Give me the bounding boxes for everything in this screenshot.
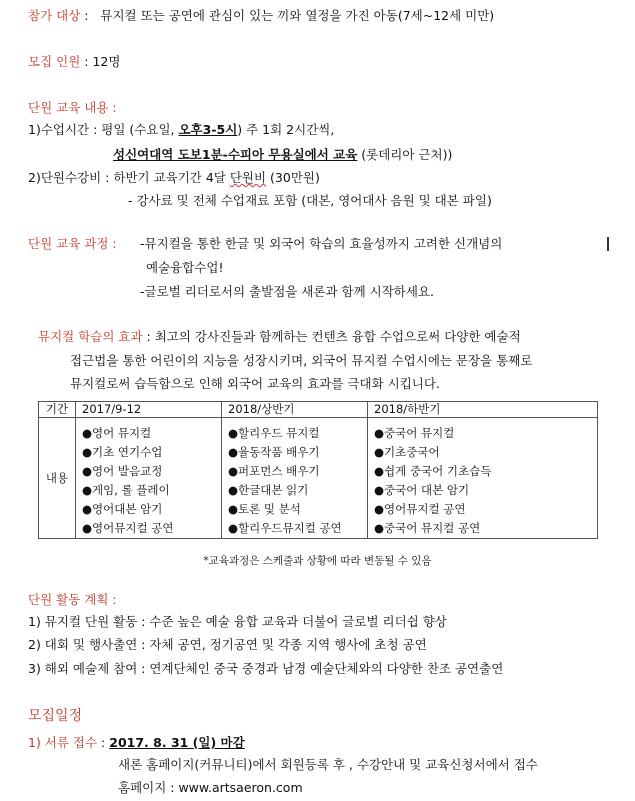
- location-line: 성신여대역 도보1분-수피아 무용실에서 교육 (롯데리아 근처)): [113, 147, 453, 162]
- header-period: 기간: [39, 402, 76, 418]
- list-item: ●쉽게 중국어 기초습득: [374, 464, 492, 478]
- fee-line: 2)단원수강비 : 하반기 교육기간 4달 단원비 (30만원): [28, 170, 320, 185]
- schedule-homepage: 홈페이지 : www.artsaeron.com: [118, 780, 303, 795]
- course-line1: -뮤지컬을 통한 한글 및 외국어 학습의 효율성까지 고려한 신개념의: [140, 236, 503, 251]
- table-header-row: [39, 402, 598, 418]
- activity-item: 1) 뮤지컬 단원 활동 : 수준 높은 예술 융합 교육과 더불어 글로벌 리더쉽 향상: [28, 614, 447, 629]
- activities-heading: 단원 활동 계획 :: [28, 592, 117, 607]
- activity-item: 3) 해외 예술제 참여 : 연계단체인 중국 중경과 남경 예술단체와의 다양한 찬조 공연출연: [28, 661, 504, 676]
- schedule-heading: 모집일정: [28, 708, 83, 724]
- row-label-content: 내용: [39, 418, 76, 539]
- education-heading: 단원 교육 내용 :: [28, 100, 117, 115]
- header-2018-second: 2018/하반기: [368, 402, 598, 418]
- target-label: 참가 대상: [28, 8, 81, 23]
- list-item: ●할리우드뮤지컬 공연: [228, 521, 342, 535]
- course-label: 단원 교육 과정 :: [28, 236, 117, 251]
- list-item: ●기초중국어: [374, 445, 440, 459]
- effect-label: 뮤지컬 학습의 효과: [38, 329, 143, 344]
- course-line3: -글로벌 리더로서의 출발점을 새론과 함께 시작하세요.: [140, 284, 435, 299]
- column-2018-second: [368, 418, 598, 539]
- list-item: ●영어 뮤지컬: [82, 426, 152, 440]
- recruit-line: 모집 인원 : 12명: [28, 54, 121, 69]
- list-item: ●게임, 롤 플레이: [82, 483, 170, 497]
- schedule-line2: 새론 홈페이지(커뮤니티)에서 회원등록 후 , 수강안내 및 교육신청서에서 접수: [118, 757, 538, 772]
- text-cursor: [607, 237, 609, 251]
- schedule-item: 1) 서류 접수 : 2017. 8. 31 (일) 마감: [28, 735, 245, 750]
- list-item: ●퍼포먼스 배우기: [228, 464, 320, 478]
- column-2017: [76, 418, 222, 539]
- target-text: 뮤지컬 또는 공연에 관심이 있는 끼와 열정을 가진 아동(7세~12세 미만): [100, 8, 495, 23]
- table-note: *교육과정은 스케줄과 상황에 따라 변동될 수 있음: [203, 555, 432, 567]
- curriculum-table: [38, 401, 598, 539]
- list-item: ●율동작품 배우기: [228, 445, 320, 459]
- class-time-line: 1)수업시간 : 평일 (수요일, 오후3-5시) 주 1회 2시간씩,: [28, 122, 335, 137]
- effect-line1: 뮤지컬 학습의 효과 : 최고의 강사진들과 함께하는 컨텐츠 융합 수업으로써 다양한 예술적: [38, 329, 521, 344]
- recruit-text: 12명: [92, 54, 121, 69]
- header-2018-first: 2018/상반기: [222, 402, 368, 418]
- list-item: ●중국어 대본 암기: [374, 483, 470, 497]
- schedule-deadline: 2017. 8. 31 (일) 마감: [109, 735, 245, 750]
- list-item: ●영어 발음교정: [82, 464, 163, 478]
- class-time-hours: 오후3-5시: [178, 122, 238, 137]
- location-main: 성신여대역 도보1분-수피아 무용실에서 교육: [113, 147, 358, 162]
- list-item: ●기초 연기수업: [82, 445, 163, 459]
- table-row: [39, 418, 598, 539]
- course-line2: 예술융합수업!: [146, 260, 224, 275]
- activity-item: 2) 대회 및 행사출연 : 자체 공연, 정기공연 및 각종 지역 행사에 초청 공연: [28, 637, 427, 652]
- effect-line3: 뮤지컬로써 습득함으로 인해 외국어 교육의 효과를 극대화 시킵니다.: [70, 376, 440, 391]
- target-line: 참가 대상 : 뮤지컬 또는 공연에 관심이 있는 끼와 열정을 가진 아동(7세~12세 미만): [28, 8, 495, 23]
- list-item: ●할리우드 뮤지컬: [228, 426, 320, 440]
- recruit-label: 모집 인원: [28, 54, 81, 69]
- list-item: ●영어뮤지컬 공연: [82, 521, 174, 535]
- list-item: ●영어뮤지컬 공연: [374, 502, 466, 516]
- column-2018-first: [222, 418, 368, 539]
- list-item: ●영어대본 암기: [82, 502, 163, 516]
- fee-detail: - 강사료 및 전체 수업재료 포함 (대본, 영어대사 음원 및 대본 파일): [128, 193, 492, 208]
- list-item: ●토론 및 분석: [228, 502, 301, 516]
- header-2017: 2017/9-12: [76, 402, 222, 418]
- list-item: ●중국어 뮤지컬: [374, 426, 455, 440]
- list-item: ●한글대본 읽기: [228, 483, 309, 497]
- list-item: ●중국어 뮤지컬 공연: [374, 521, 481, 535]
- effect-line2: 접근법을 통한 어린이의 지능을 성장시키며, 외국어 뮤지컬 수업시에는 문장을 통째로: [70, 353, 533, 368]
- schedule-item-label: 1) 서류 접수: [28, 735, 98, 750]
